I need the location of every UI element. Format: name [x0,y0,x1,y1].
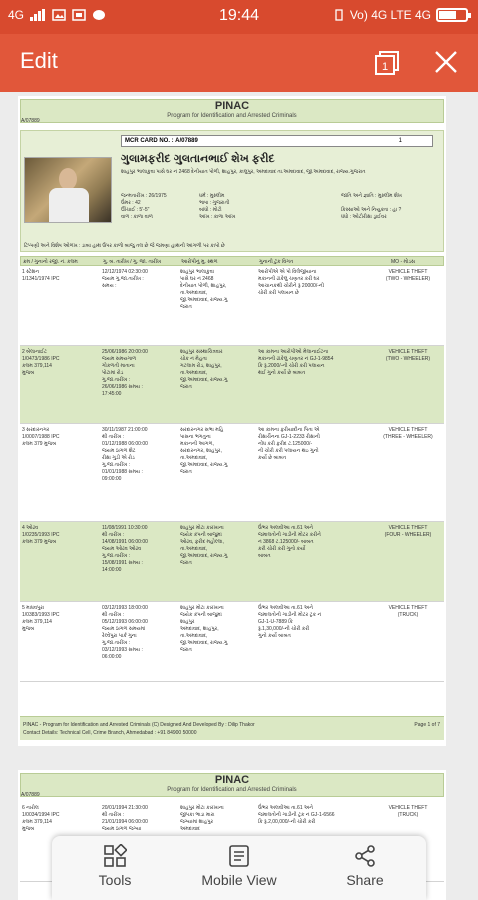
mcr-index: 1 [398,138,402,144]
svg-text:1: 1 [381,61,389,73]
close-icon[interactable] [432,48,460,76]
suspect-name: ગુલામફરીદ ગુલતાનભાઈ શેખ ફરીદ [121,153,275,165]
pdf-viewer[interactable] [0,92,478,900]
detail-value: કિસ્સાઓ અને નિયુક્તા : હા ? [341,207,402,213]
table-cell: ઉંભર અલવીઆ તા.61 અને જમાલતોની ગાડીની મોટર ટ્રક નં GJ-1-U-7889 કિ રૂ.1,30,000/-ની ચોરી કરી ગુનો કર્યો બાબત [258,605,322,639]
pinac-title: PINAC [214,100,250,112]
table-cell: ઉંભર અલવીઆ તા.61 અને જમાલતોની ગાડીની ટ્રક નં GJ-1-6566 કિ રૂ.2,00,000/-ની ચોરી કરી [258,805,335,825]
column-header: ગુનાની ટુંક વિગત [259,259,294,265]
table-row [20,346,444,424]
pinac-header [20,99,444,123]
table-row [20,602,444,682]
detail-value: ભાષા : ગુજરાતી [199,200,230,206]
case-table [20,256,444,682]
battery-icon [436,8,468,22]
share-label: Share [346,872,384,888]
table-cell: આ કામના ફરીયાદીના પિતા એ રીક્ષાચૈંનના GJ-1-2233 રીક્ષાની નોંધ કરી ફરીદ ટ.125000/- ની ચોરી કરી પલાયન થઇ ગુનો કર્યો છે બાબત [258,427,320,461]
table-cell: 12/12/1974 02:30:00 જયમ ગુ.જા.તારીખ : સમય : [102,269,148,289]
table-cell: VEHICLE THEFT (FOUR - WHEELER) [384,525,432,538]
status-time: 19:44 [218,7,260,24]
app-bar [0,34,478,92]
table-cell: ઉંભર અલવીઆ તા.61 અને જમાલતોની ગાડીની મોટર કરીને નં 3868 ટ.125000/- બાબત કરી ચોરી કરી ગુનો કર્યો બાબત [258,525,321,559]
suspect-details [121,193,441,221]
network-type: Vo) 4G LTE 4G [349,8,431,22]
status-right [333,8,468,22]
table-cell: 2 બેલાનાઈટ 1/0473/1986 IPC કલમ 379,114 મુજબ [22,349,60,376]
share-icon [353,844,377,868]
mobile-view-icon [227,844,251,868]
table-row [20,424,444,522]
table-cell: VEHICLE THEFT (TRUCK) [388,605,428,618]
table-cell: 6 નારોલ 1/0034/1994 IPC કલમ 379,114 મુજબ [22,805,60,832]
table-cell: VEHICLE THEFT (TWO - WHEELER) [385,349,431,362]
detail-row [121,193,441,200]
tools-button[interactable] [60,844,170,888]
table-cell: શાહપુર સંસ્થાચિત્રવાર ચોક નં મેહતા ગટલામ રોડ, શાહપુર, તા.અમદાવાદ, જી.અમદાવાદ, રાજ્ય.ગુ જરાત [180,349,228,390]
vibrate-icon [333,9,345,21]
detail-value: બાંધો : મોટો [199,207,222,213]
suspect-photo [24,157,112,223]
table-cell: VEHICLE THEFT (TRUCK) [388,805,428,818]
table-cell: આ કામના આરોપીઓ મેલાનાઈટના મકાનની ઢાંકેલું ચણતર નં GJ-1-9854 કિ રૂ.2000/-ની ચોરી કરી પલાયન થઈ ગુનો કર્યો છે બાબત [258,349,334,376]
footer-contact: Contact Details: Technical Cell, Crime Branch, Ahmedabad : +91 84900 50000 [23,730,197,736]
tools-label: Tools [98,872,132,888]
column-header: ક્રમ / ગુનાનો રજી. નં. કલમ [23,259,78,265]
footer-credit: PINAC - Program for Identification and Arrested Criminals (C) Designed And Developed By : Dilip Thakor [23,722,255,728]
table-cell: સરદારનગર સભા મહિ પાસના ભગતુના મકાનની આગળ, સરદારનગર, શાહપુર, તા.અમદાવાદ, જી.અમદાવાદ, રાજ્ય.ગુ જરાત [180,427,228,475]
detail-row [121,207,441,214]
detail-value: જન્મતારીખ : 26/1975 [121,193,167,199]
pinac-subtitle: Program for Identification and Arrested Criminals [167,787,297,793]
identification-note: ટિપ્પણી અને વિશેષ ઓળખ : ડાબા હાથ ઉપર કાળો બાજુ તલ છે જે જમણા હાથની આંગળી પર કાપો છે [24,243,225,249]
table-cell: 3 સરદારનગર 1/0007/1988 IPC કલમ 379 મુજબ [22,427,60,447]
column-header: આરોપીનું મુ. સ્થળ [181,259,218,265]
detail-value: ઉંમર : 42 [121,200,141,206]
table-cell: 4 ઓઢવ 1/0235/1993 IPC કલમ 379 મુજબ [22,525,60,545]
table-header [20,256,444,266]
table-cell: 30/11/1987 21:00:00 થી તારીખ : 01/12/1988 06:00:00 જયમ ઠાગળ શેટ રીક્ષા ગુડી એ રોડ ગુ.જા.તારીખ : 01/01/1988 સમય : 09:00:00 [102,427,148,482]
table-cell: શાહપુર મોટા કારખાના જયેક કંપની બાજુમાં ઓઢવ, ફરીદ મહોલ્લા, તા.અમદાવાદ, જી.અમદાવાદ, રાજ્ય.ગુ જરાત [180,525,228,566]
pdf-page-1[interactable] [18,96,446,746]
edit-button[interactable]: Edit [20,48,58,73]
table-cell: VEHICLE THEFT (THREE - WHEELER) [383,427,433,440]
table-cell: શાહપુર મોટા કારખાના જીપકા ભાડા મારા જગ્યામાં શાહપુર અમદાવાદ [180,805,224,832]
table-cell: શાહપુર મોટા કારખાના જયેક કંપની બાજુમાં શાહપુર અમદાવાદ, શાહપુર, તા.અમદાવાદ, જી.અમદાવાદ, રાજ્ય.ગુ જરાત [180,605,228,653]
detail-value: ધર્મ : મુસ્લીમ [199,193,225,199]
table-cell: 1 સ્ટેશન 1/1341/1974 IPC [22,269,60,282]
table-row [20,266,444,346]
table-cell: 03/12/1993 18:00:00 થી તારીખ : 05/12/1993 06:00:00 જયમ ઠાગળ સમયમાં રેલ્વેપુરા પાર્ક ગુના ગુ.જા.તારીખ : 03/12/1993 સમય : 06:00:00 [102,605,148,660]
mobile-view-button[interactable] [184,844,294,888]
detail-value: વાળ : કાળા વાળ [121,214,153,220]
page-number: Page 1 of 7 [414,722,440,728]
tools-icon [103,844,127,868]
criminal-card [20,130,444,252]
detail-value: જાતિ અને જ્ઞાતિ : મુસ્લીમ શેખ [341,193,402,199]
bottom-toolbar [52,836,426,900]
table-cell: 20/01/1994 21:30:00 થી તારીખ : 21/01/1994 06:00:00 જયમ ઠાગળ જગ્યા [102,805,148,832]
detail-value: ધંધો : ઓટોરીક્ષા ડ્રાઈવર [341,214,387,220]
detail-value: ઊંચાઈ : 5'-5" [121,207,150,213]
mcr-card-number [121,135,433,147]
detail-row [121,214,441,221]
table-cell: 25/06/1986 20:00:00 જયમ સમયગાળ ગોકળતી માતાના પોટામાં રોડ ગુ.જા.તારીખ : 26/06/1986 સમય : 17:45:00 [102,349,148,397]
table-row [20,522,444,602]
table-cell: VEHICLE THEFT (TWO - WHEELER) [385,269,431,282]
mobile-view-label: Mobile View [201,872,277,888]
suspect-address: શાહપુર ભાલાકુવા પાસે ઘર નં 2468 દેનીયાત પોળી, શાહપુર, કાલુપુર, અમદાવાદ તા.અમદાવાદ, જી.અમદાવાદ, રાજ્ય.ગુજરાત [121,169,366,175]
pinac-subtitle: Program for Identification and Arrested Criminals [167,113,297,119]
table-cell: 5 માધવપુરા 1/0383/1993 IPC કલમ 379,114 મુજબ [22,605,60,632]
detail-row [121,200,441,207]
share-button[interactable] [310,844,420,888]
reference-number: A/07889 [21,118,40,124]
table-cell: આરોપીએ એ પો વિલેજીયાના મકાનની ઢાંકેલું ચણતર કરી ઘર આચાનકથી ચોરીને રૂ 20000/-ની ચોરી કરી પલાયન છે [258,269,325,296]
column-header: ગુ. બ. તારીખ / ગુ. જા. તારીખ [103,259,162,265]
detail-value: આંખ : કાળા આંખ [199,214,236,220]
table-cell: 11/08/1991 10:30:00 થી તારીખ : 14/08/1991 06:00:00 જયમ ઓઢવ ઓઢવ ગુ.જા.તારીખ : 15/08/1991 સમય : 14:00:00 [102,525,148,573]
reference-number: A/07889 [21,792,40,798]
mcr-label: MCR CARD NO. : A/07889 [125,138,198,144]
table-cell: શાહપુર ભાલાકુવા પાસે ઘર નં 2468 દેનીયાત પોળી, શાહપુર, તા.અમદાવાદ, જી.અમદાવાદ, રાજ્ય.ગુ જરાત [180,269,228,310]
pinac-title: PINAC [214,774,250,786]
network-label: 4G [8,8,25,22]
status-bar [0,0,478,34]
pinac-header [20,773,444,797]
page-footer [20,716,444,740]
page-view-icon[interactable] [374,50,400,76]
column-header: MO - મોડસ [391,259,416,265]
